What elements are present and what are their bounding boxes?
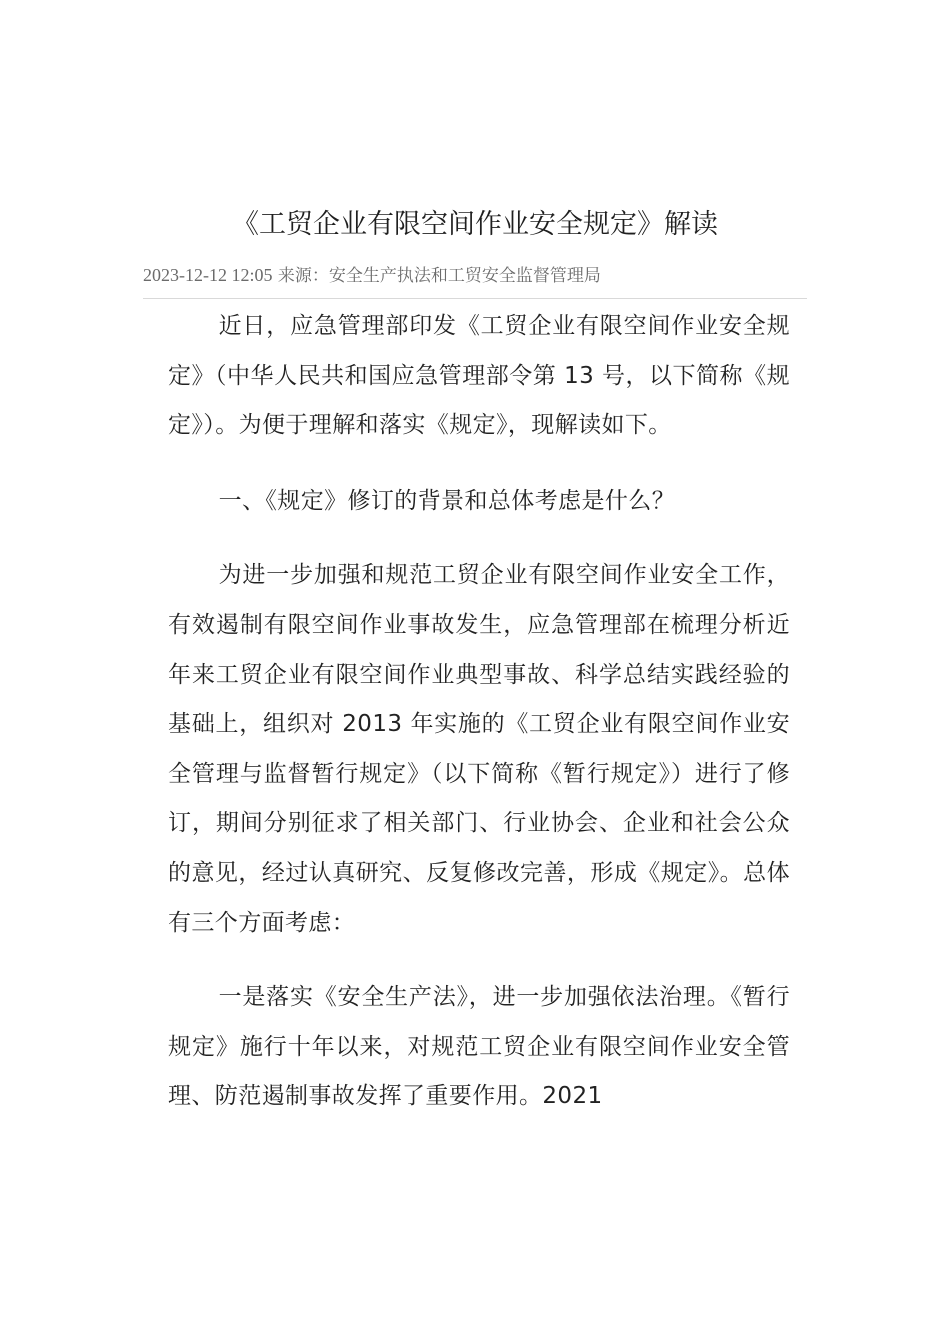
article-meta <box>143 263 601 288</box>
background-paragraph: 为进一步加强和规范工贸企业有限空间作业安全工作，有效遏制有限空间作业事故发生，应急管理部在梳理分析近年来工贸企业有限空间作业典型事故、科学总结实践经验的基础上，组织对 2013 年实施的《工贸企业有限空间作业安全管理与监督暂行规定》（以下简称《暂行规定》）进行了修订，期间分别征求了相关部门、行业协会、企业和社会公众的意见，经过认真研究、反复修改完善，形成《规定》。总体有三个方面考虑： <box>168 562 790 936</box>
first-consideration-paragraph: 一是落实《安全生产法》，进一步加强依法治理。《暂行规定》施行十年以来，对规范工贸企业有限空间作业安全管理、防范遏制事故发挥了重要作用。2021 <box>168 984 790 1110</box>
title-divider <box>143 298 807 299</box>
article-source: 来源：安全生产执法和工贸安全监督管理局 <box>277 266 601 286</box>
publish-date: 2023-12-12 12:05 <box>143 265 273 285</box>
article-title: 《工贸企业有限空间作业安全规定》解读 <box>232 209 718 240</box>
article-body <box>168 302 790 1122</box>
intro-paragraph: 近日，应急管理部印发《工贸企业有限空间作业安全规定》（中华人民共和国应急管理部令第 13 号，以下简称《规定》）。为便于理解和落实《规定》，现解读如下。 <box>168 313 790 439</box>
section-heading: 一、《规定》修订的背景和总体考虑是什么？ <box>218 487 676 514</box>
